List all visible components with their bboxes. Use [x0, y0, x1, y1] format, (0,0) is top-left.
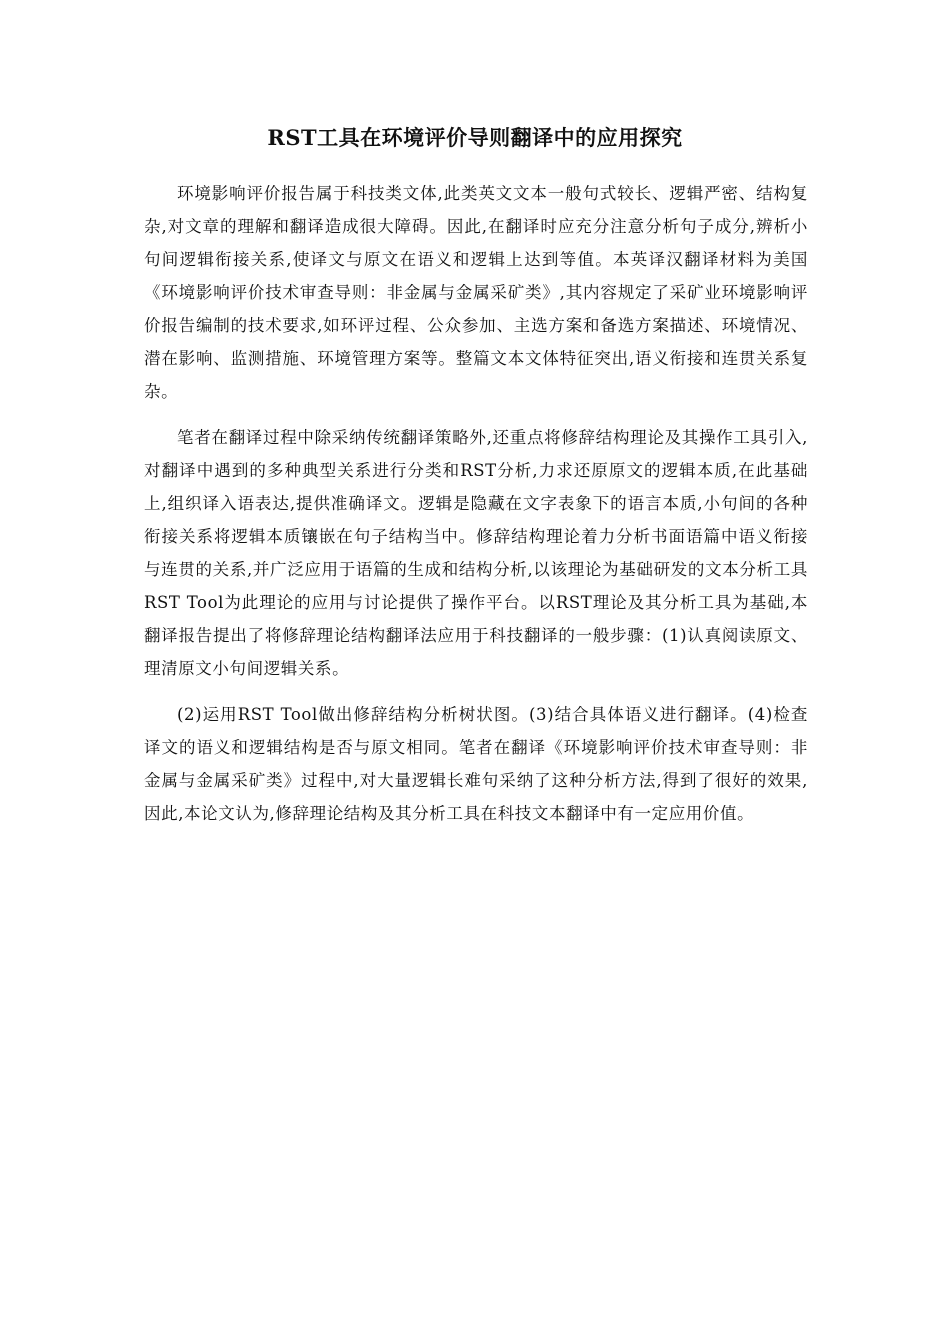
- paragraph-3: (2)运用RST Tool做出修辞结构分析树状图。(3)结合具体语义进行翻译。(4)检查译文的语义和逻辑结构是否与原文相同。笔者在翻译《环境影响评价技术审查导则：非金属与金属采矿类》过程中,对大量逻辑长难句采纳了这种分析方法,得到了很好的效果,因此,本论文认为,修辞理论结构及其分析工具在科技文本翻译中有一定应用价值。: [144, 705, 808, 823]
- document-title: RST工具在环境评价导则翻译中的应用探究: [267, 125, 683, 150]
- paragraph-2: 笔者在翻译过程中除采纳传统翻译策略外,还重点将修辞结构理论及其操作工具引入,对翻译中遇到的多种典型关系进行分类和RST分析,力求还原原文的逻辑本质,在此基础上,组织译入语表达,提供准确译文。逻辑是隐藏在文字表象下的语言本质,小句间的各种衔接关系将逻辑本质镶嵌在句子结构当中。修辞结构理论着力分析书面语篇中语义衔接与连贯的关系,并广泛应用于语篇的生成和结构分析,以该理论为基础研发的文本分析工具RST Tool为此理论的应用与讨论提供了操作平台。以RST理论及其分析工具为基础,本翻译报告提出了将修辞理论结构翻译法应用于科技翻译的一般步骤：(1)认真阅读原文、理清原文小句间逻辑关系。: [144, 428, 808, 678]
- document-body: [144, 177, 808, 830]
- paragraph-1: 环境影响评价报告属于科技类文体,此类英文文本一般句式较长、逻辑严密、结构复杂,对文章的理解和翻译造成很大障碍。因此,在翻译时应充分注意分析句子成分,辨析小句间逻辑衔接关系,使译文与原文在语义和逻辑上达到等值。本英译汉翻译材料为美国《环境影响评价技术审查导则：非金属与金属采矿类》,其内容规定了采矿业环境影响评价报告编制的技术要求,如环评过程、公众参加、主选方案和备选方案描述、环境情况、潜在影响、监测措施、环境管理方案等。整篇文本文体特征突出,语义衔接和连贯关系复杂。: [144, 184, 808, 401]
